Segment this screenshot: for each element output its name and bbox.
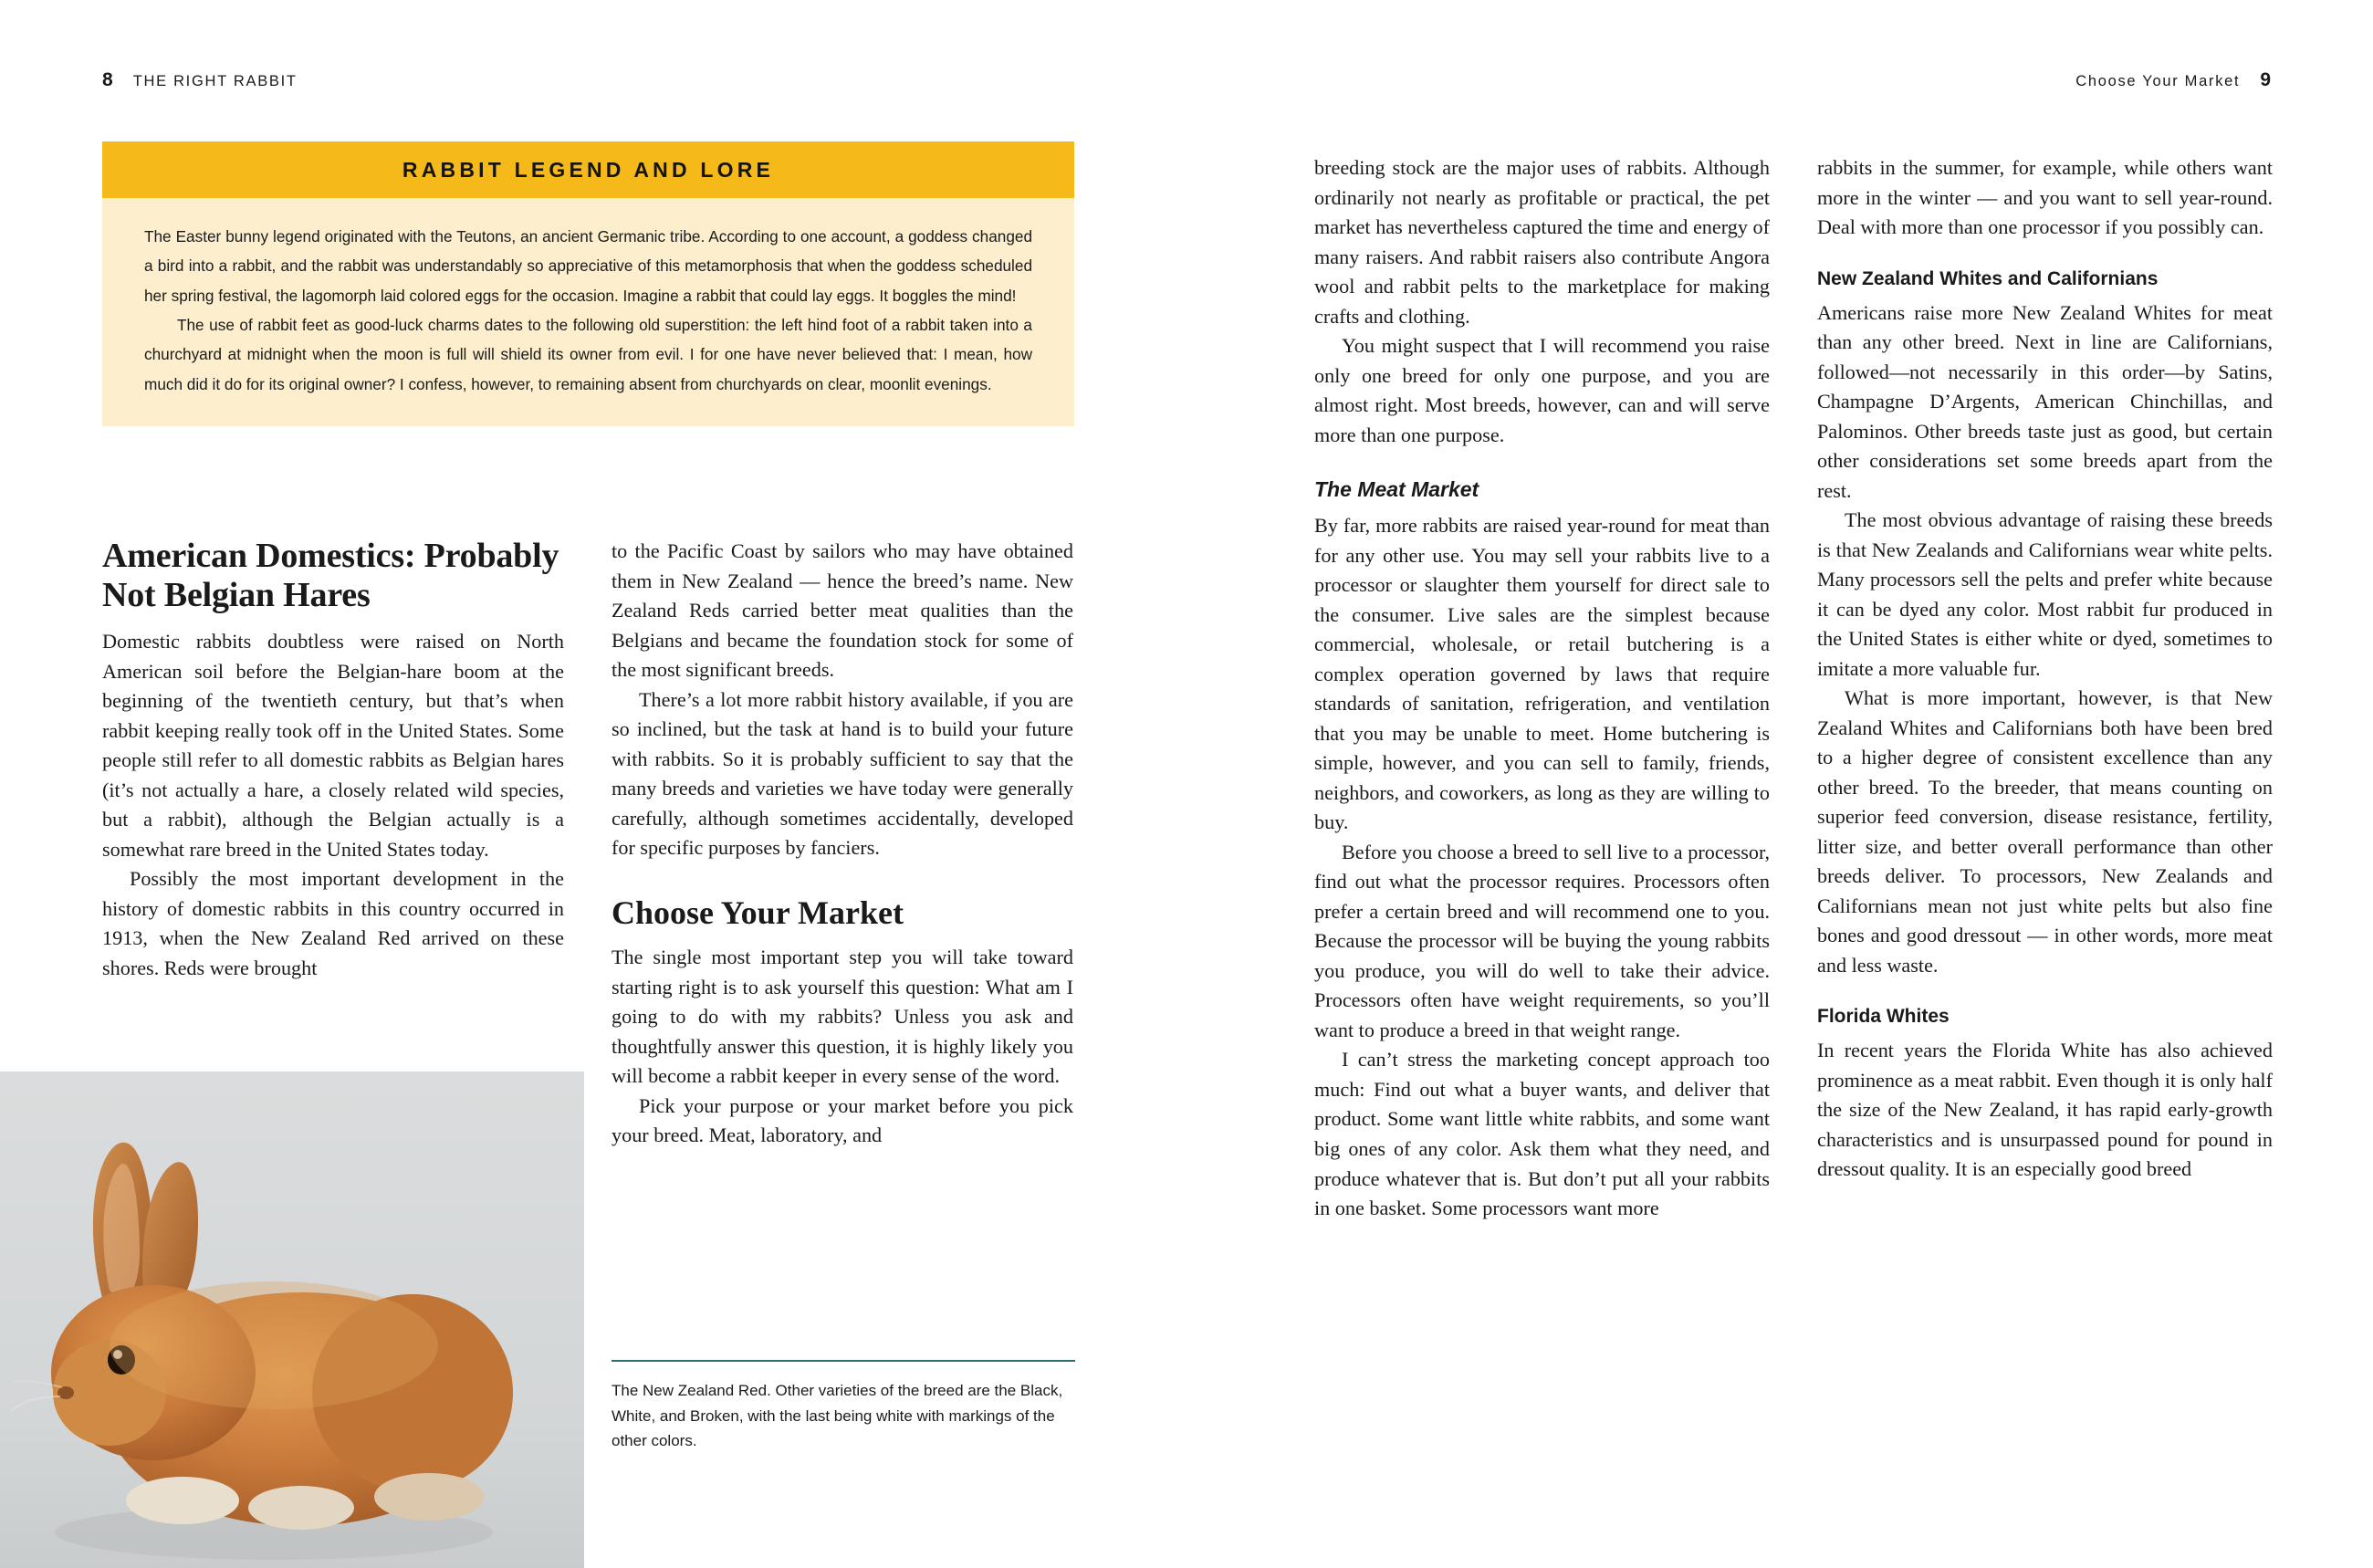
section-title-choose-your-market: Choose Your Market <box>612 894 904 931</box>
body-paragraph: The single most important step you will take toward starting right is to ask yourself this question: What am I going to do with my rabbits? Unless you ask and thoughtfully answer this question, it is highly likely you will become a rabbit keeper in every sense of the word. <box>612 946 1073 1088</box>
running-head-left <box>102 69 298 91</box>
body-paragraph: to the Pacific Coast by sailors who may have obtained them in New Zealand — hence the breed’s name. New Zealand Reds carried better meat qualities than the Belgians and became the foundation stock for some of the most significant breeds. <box>612 539 1073 682</box>
body-paragraph: rabbits in the summer, for example, while others want more in the winter — and you want to sell year-round. Deal with more than one processor if you possibly can. <box>1817 156 2273 239</box>
photo-caption-block <box>612 1360 1075 1454</box>
subheading-the-meat-market: The Meat Market <box>1314 477 1479 502</box>
body-paragraph: Pick your purpose or your market before you pick your breed. Meat, laboratory, and <box>612 1093 1073 1147</box>
body-paragraph: Americans raise more New Zealand Whites for meat than any other breed. Next in line are Californians, followed—not necessarily in this order—by Satins, Champagne D’Argents, American Chinchillas, and Palominos. Other breeds taste just as good, but certain other considerations set some breeds apart from the rest. <box>1817 300 2273 502</box>
running-head-title-right: Choose Your Market <box>2075 73 2241 89</box>
sidebar-body <box>102 198 1074 426</box>
body-paragraph: In recent years the Florida White has also achieved prominence as a meat rabbit. Even though it is only half the size of the New Zealand, it has rapid early-growth characteristics and is unsurpassed pound for pound in dressout quality. It is an especially good breed <box>1817 1039 2273 1181</box>
page-number-right: 9 <box>2260 69 2271 90</box>
subheading-new-zealand-whites-and-californians: New Zealand Whites and Californians <box>1817 267 2159 289</box>
body-paragraph: Domestic rabbits doubtless were raised on North American soil before the Belgian-hare boom at the beginning of the twentieth century, but that’s when rabbit keeping really took off in the United States. Some people still refer to all domestic rabbits as Belgian hares (it’s not actually a hare, a closely related wild species, but a rabbit), although the Belgian actually is a somewhat rare breed in the United States today. <box>102 630 564 861</box>
left-column-2 <box>612 537 1073 1151</box>
right-column-2 <box>1817 153 2273 1224</box>
sidebar-paragraph: The use of rabbit feet as good-luck charms dates to the following old superstition: the left hind foot of a rabbit taken into a churchyard at midnight when the moon is full will shield its owner from evil. I for one have never believed that: I mean, how much did it do for its original owner? I confess, however, to remaining absent from churchyards on clear, moonlit evenings. <box>144 315 1032 393</box>
sidebar-heading-text: RABBIT LEGEND AND LORE <box>402 157 775 182</box>
running-head-title-left: THE RIGHT RABBIT <box>132 73 298 89</box>
left-page <box>0 0 1186 1568</box>
right-column-1 <box>1314 153 1770 1224</box>
body-paragraph: The most obvious advantage of raising these breeds is that New Zealands and Californians wear white pelts. Many processors sell the pelts and prefer white because it can be dyed any color. Most rabbit fur produced in the United States is either white or dyed, sometimes to imitate a more valuable fur. <box>1817 508 2273 680</box>
sidebar-paragraph: The Easter bunny legend originated with the Teutons, an ancient Germanic tribe. According to one account, a goddess changed a bird into a rabbit, and the rabbit was understandably so appreciative of this metamorphosis that when the goddess scheduled her spring festival, the lagomorph laid colored eggs for the occasion. Imagine a rabbit that could lay eggs. It boggles the mind! <box>144 227 1032 305</box>
rabbit-photo-illustration <box>0 1071 584 1568</box>
sidebar-box <box>102 141 1074 426</box>
left-page-columns <box>102 537 1074 1151</box>
article-title: American Domestics: Probably Not Belgian Hares <box>102 537 559 614</box>
right-page-columns <box>1314 153 2273 1224</box>
rabbit-photo <box>0 1071 584 1568</box>
body-paragraph: You might suspect that I will recommend you raise only one breed for only one purpose, and you are almost right. Most breeds, however, can and will serve more than one purpose. <box>1314 334 1770 446</box>
body-paragraph: Possibly the most important development in the history of domestic rabbits in this country occurred in 1913, when the New Zealand Red arrived on these shores. Reds were brought <box>102 867 564 979</box>
body-paragraph: I can’t stress the marketing concept approach too much: Find out what a buyer wants, and deliver that product. Some want little white rabbits, and some want big ones of any color. Ask them what they need, and produce whatever that is. But don’t put all your rabbits in one basket. Some processors want more <box>1314 1048 1770 1220</box>
photo-caption: The New Zealand Red. Other varieties of the breed are the Black, White, and Broken, with the last being white with markings of the other colors. <box>612 1382 1063 1450</box>
caption-rule <box>612 1360 1075 1362</box>
body-paragraph: breeding stock are the major uses of rabbits. Although ordinarily not nearly as profitable or practical, the pet market has nevertheless captured the time and energy of many raisers. And rabbit raisers also contribute Angora wool and rabbit pelts to the marketplace for making crafts and clothing. <box>1314 156 1770 328</box>
body-paragraph: There’s a lot more rabbit history available, if you are so inclined, but the task at hand is to build your future with rabbits. So it is probably sufficient to say that the many breeds and varieties we have today were generally carefully, although sometimes accidentally, developed for specific purposes by fanciers. <box>612 687 1073 860</box>
sidebar-heading-bar <box>102 141 1074 198</box>
body-paragraph: By far, more rabbits are raised year-round for meat than for any other use. You may sell your rabbits live to a processor or slaughter them yourself for direct sale to the consumer. Live sales are the simplest because commercial, wholesale, or retail butchering is a complex operation governed by laws that require standards of sanitation, refrigeration, and ventilation that you may be unable to meet. Home butchering is simple, however, and you can sell to family, friends, neighbors, and coworkers, as long as they are willing to buy. <box>1314 514 1770 834</box>
page-number-left: 8 <box>102 69 113 90</box>
body-paragraph: Before you choose a breed to sell live to a processor, find out what the processor requires. Processors often prefer a certain breed and will recommend one to you. Because the processor will be buying the young rabbits you produce, you will do well to take their advice. Processors often have weight requirements, so you’ll want to produce a breed in that weight range. <box>1314 840 1770 1041</box>
running-head-right <box>2075 69 2271 91</box>
subheading-florida-whites: Florida Whites <box>1817 1006 1950 1028</box>
left-column-1 <box>102 537 564 1151</box>
body-paragraph: What is more important, however, is that New Zealand Whites and Californians both have been bred to a higher degree of consistent excellence than any other breed. To the breeder, that means counting on superior feed conversion, disease resistance, fertility, litter size, and better overall performance than other breeds deliver. To processors, New Zealands and Californians mean not just white pelts but also fine bones and good dressout — in other words, more meat and less waste. <box>1817 686 2273 977</box>
